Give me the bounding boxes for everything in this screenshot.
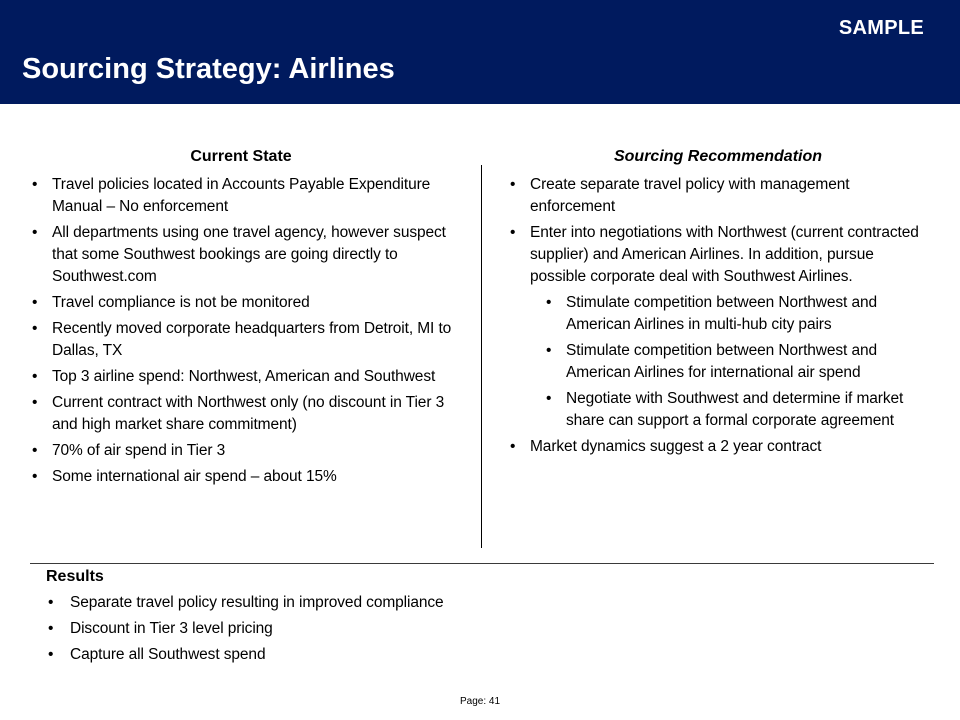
sourcing-recommendation-column	[508, 148, 928, 462]
results-section	[46, 568, 666, 670]
list-item: • All departments using one travel agency, however suspect that some Southwest bookings are going directly to Southwest.com	[30, 222, 452, 288]
title-banner	[0, 0, 960, 104]
list-item: • Separate travel policy resulting in improved compliance	[46, 592, 666, 614]
sourcing-recommendation-heading: Sourcing Recommendation	[613, 148, 823, 165]
list-item: • Some international air spend – about 15%	[30, 466, 452, 488]
sourcing-recommendation-list	[508, 174, 928, 458]
results-divider	[30, 563, 934, 564]
results-list	[46, 592, 666, 666]
page-number: Page: 41	[459, 696, 501, 707]
sample-label: SAMPLE	[838, 17, 924, 39]
list-item: • Travel policies located in Accounts Payable Expenditure Manual – No enforcement	[30, 174, 452, 218]
list-item: • 70% of air spend in Tier 3	[30, 440, 452, 462]
list-item: • Current contract with Northwest only (no discount in Tier 3 and high market share commitment)	[30, 392, 452, 436]
list-item: • Capture all Southwest spend	[46, 644, 666, 666]
slide-title: Sourcing Strategy: Airlines	[22, 53, 395, 85]
current-state-column	[30, 148, 452, 492]
list-item: • Market dynamics suggest a 2 year contract	[508, 436, 928, 458]
list-item: • Discount in Tier 3 level pricing	[46, 618, 666, 640]
sub-list-item: • Stimulate competition between Northwest and American Airlines for international air spend	[544, 340, 928, 384]
list-item: • Recently moved corporate headquarters from Detroit, MI to Dallas, TX	[30, 318, 452, 362]
current-state-heading: Current State	[190, 148, 292, 165]
list-item: • Enter into negotiations with Northwest (current contracted supplier) and American Airlines. In addition, pursue possible corporate deal with Southwest Airlines.	[508, 222, 928, 288]
list-item: • Create separate travel policy with management enforcement	[508, 174, 928, 218]
results-heading: Results	[46, 568, 104, 585]
current-state-list	[30, 174, 452, 488]
list-item: • Travel compliance is not be monitored	[30, 292, 452, 314]
sub-list-item: • Negotiate with Southwest and determine if market share can support a formal corporate agreement	[544, 388, 928, 432]
column-divider	[481, 165, 482, 548]
list-item: • Top 3 airline spend: Northwest, American and Southwest	[30, 366, 452, 388]
sub-list-item: • Stimulate competition between Northwest and American Airlines in multi-hub city pairs	[544, 292, 928, 336]
